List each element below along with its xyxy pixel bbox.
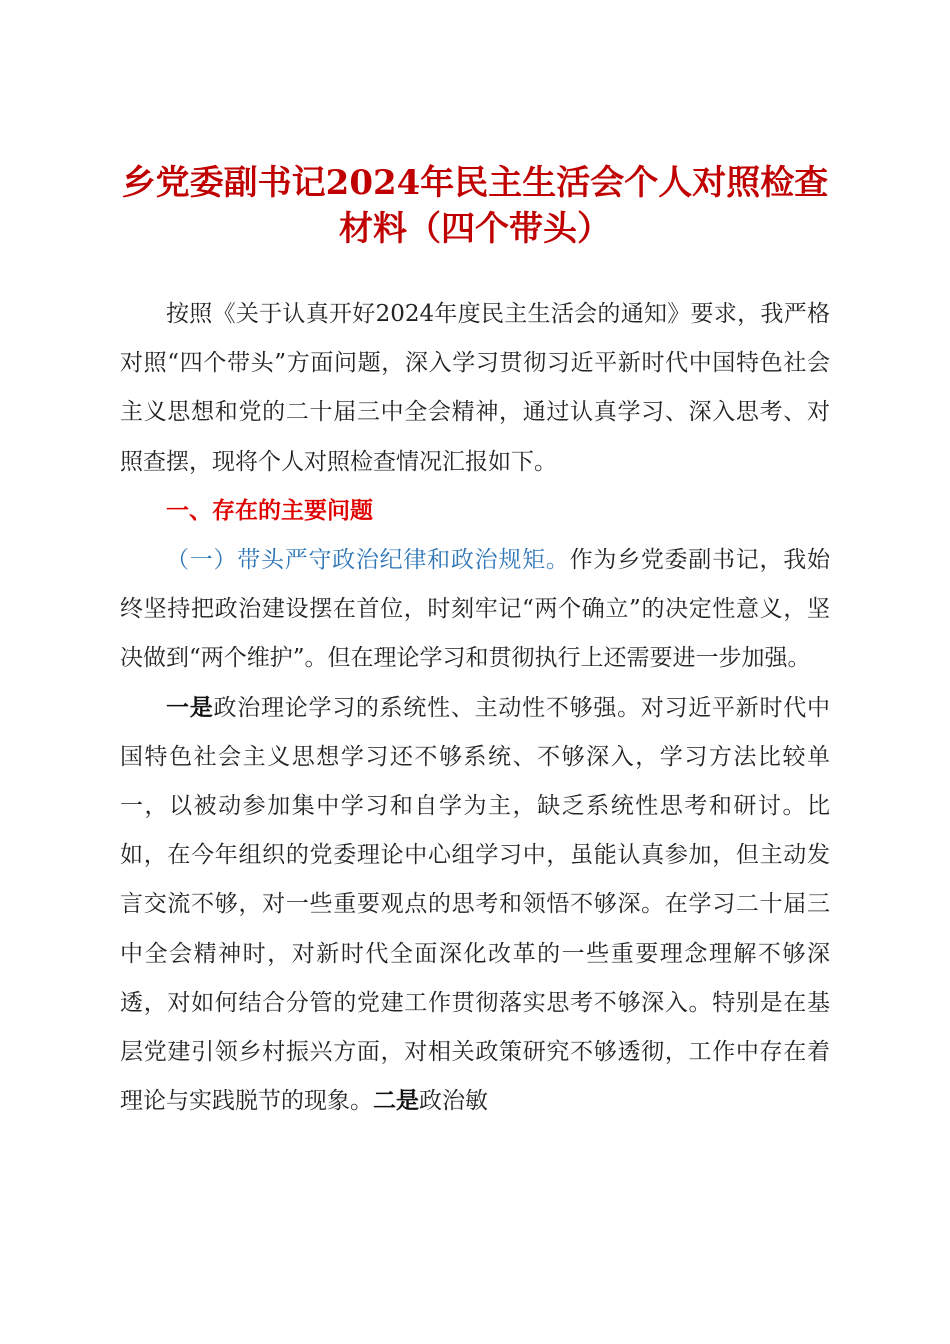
point-text-2: 政治敏 [419, 1088, 488, 1115]
document-title [100, 160, 850, 252]
title-line-1: 乡党委副书记2024年民主生活会个人对照检查 [121, 163, 829, 203]
point-text-1: 政治理论学习的系统性、主动性不够强。对习近平新时代中国特色社会主义思想学习还不够系统、不够深入，学习方法比较单一，以被动参加集中学习和自学为主，缺乏系统性思考和研讨。比如，在今年组织的党委理论中心组学习中，虽能认真参加，但主动发言交流不够，对一些重要观点的思考和领悟不够深。在学习二十届三中全会精神时，对新时代全面深化改革的一些重要理念理解不够深透，对如何结合分管的党建工作贯彻落实思考不够深入。特别是在基层党建引领乡村振兴方面，对相关政策研究不够透彻，工作中存在着理论与实践脱节的现象。 [120, 694, 831, 1115]
intro-paragraph: 按照《关于认真开好2024年度民主生活会的通知》要求，我严格对照“四个带头”方面问题，深入学习贯彻习近平新时代中国特色社会主义思想和党的二十届三中全会精神，通过认真学习、深入思考、对照查摆，现将个人对照检查情况汇报如下。 [120, 301, 830, 475]
section-heading-1: 一、存在的主要问题 [166, 497, 373, 524]
point-label-2: 二是 [373, 1088, 419, 1115]
point-label-1: 一是 [166, 694, 214, 721]
subsection-text-1: 作为乡党委副书记，我始终坚持把政治建设摆在首位，时刻牢记“两个确立”的决定性意义，坚决做到“两个维护”。但在理论学习和贯彻执行上还需要进一步加强。 [120, 547, 831, 672]
point-paragraph-1 [120, 684, 830, 1127]
subsection-heading-1: （一）带头严守政治纪律和政治规矩。 [166, 547, 570, 574]
subsection-paragraph-1 [120, 536, 830, 684]
document-body [120, 290, 830, 1126]
title-line-2: 材料（四个带头） [339, 209, 611, 249]
